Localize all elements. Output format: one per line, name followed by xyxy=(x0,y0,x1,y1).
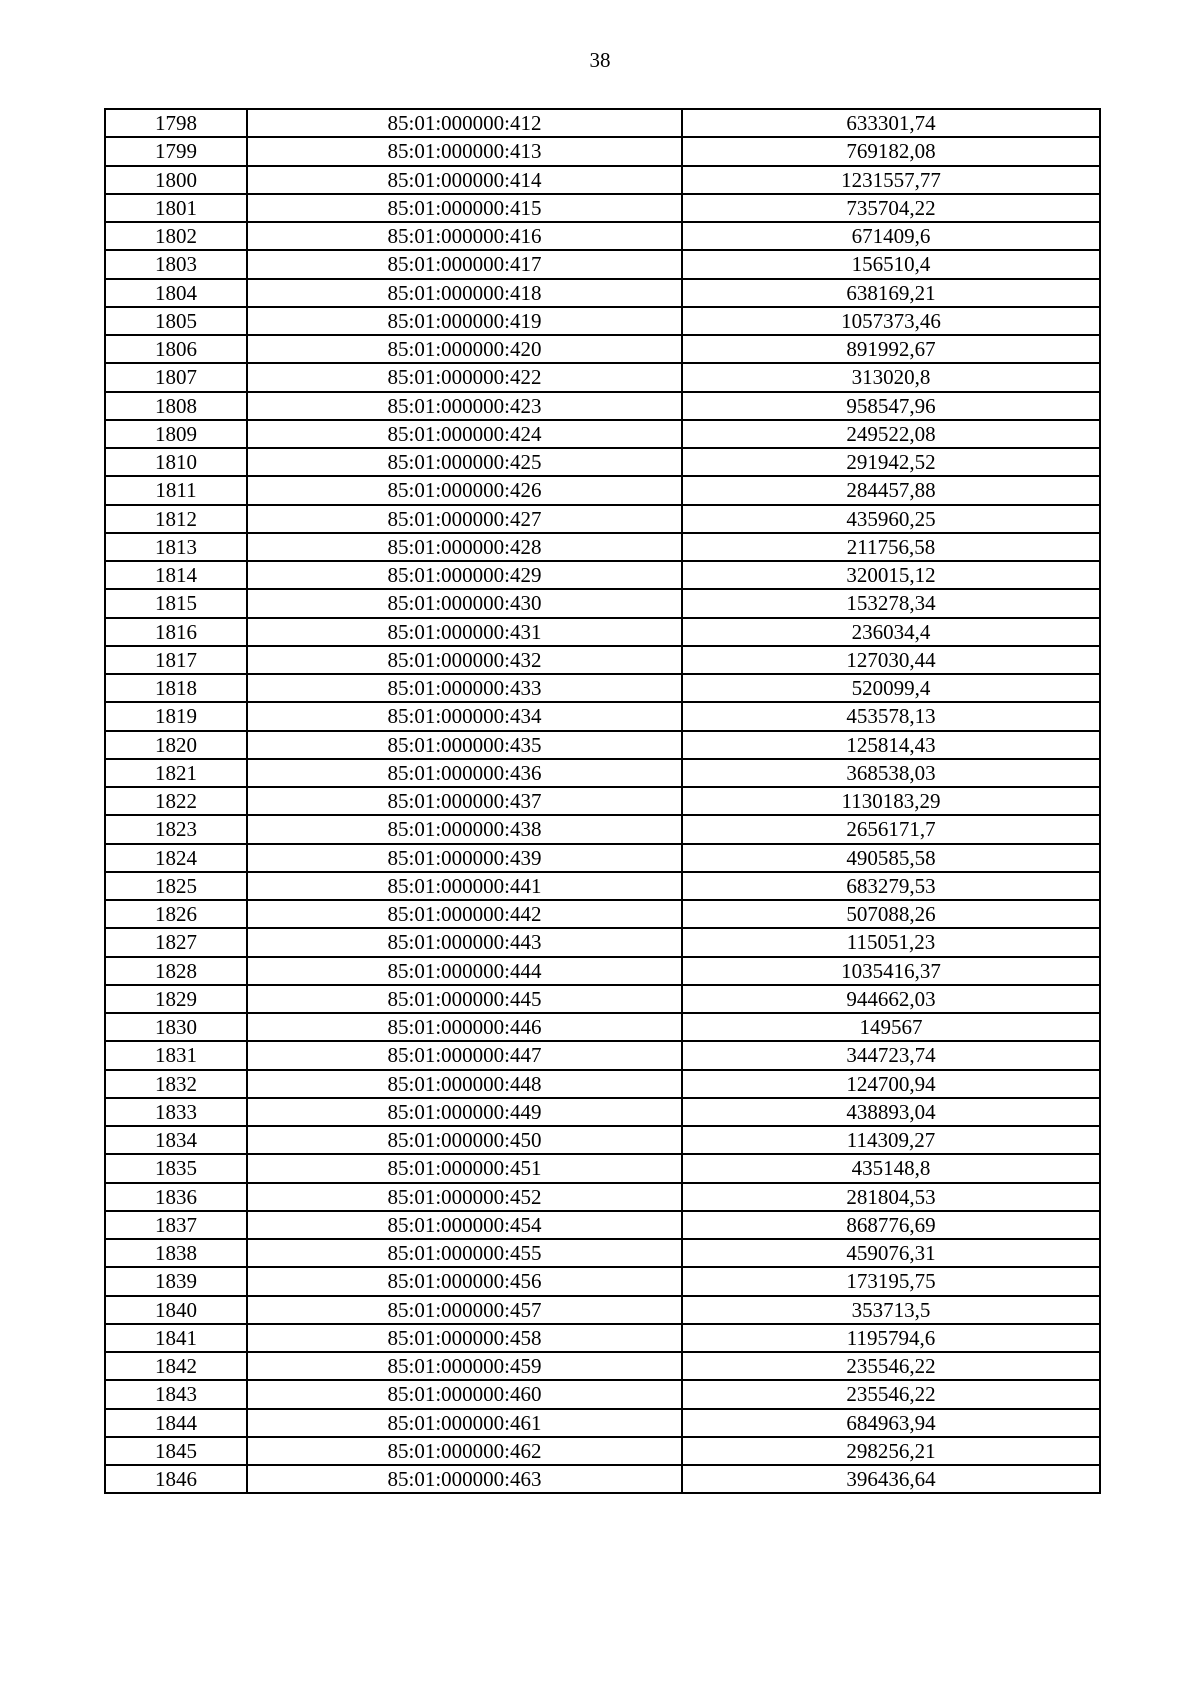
value-cell: 211756,58 xyxy=(682,533,1100,561)
row-number-cell: 1801 xyxy=(105,194,247,222)
cadastral-number-cell: 85:01:000000:458 xyxy=(247,1324,682,1352)
value-cell: 156510,4 xyxy=(682,250,1100,278)
row-number-cell: 1817 xyxy=(105,646,247,674)
cadastral-number-cell: 85:01:000000:459 xyxy=(247,1352,682,1380)
cadastral-number-cell: 85:01:000000:454 xyxy=(247,1211,682,1239)
row-number-cell: 1846 xyxy=(105,1465,247,1493)
table-row xyxy=(105,1380,1100,1408)
row-number-cell: 1806 xyxy=(105,335,247,363)
data-table-container xyxy=(104,108,1099,1494)
row-number-cell: 1807 xyxy=(105,363,247,391)
cadastral-number-cell: 85:01:000000:418 xyxy=(247,279,682,307)
row-number-cell: 1802 xyxy=(105,222,247,250)
cadastral-number-cell: 85:01:000000:425 xyxy=(247,448,682,476)
cadastral-number-cell: 85:01:000000:462 xyxy=(247,1437,682,1465)
value-cell: 453578,13 xyxy=(682,702,1100,730)
cadastral-number-cell: 85:01:000000:423 xyxy=(247,392,682,420)
row-number-cell: 1832 xyxy=(105,1070,247,1098)
value-cell: 235546,22 xyxy=(682,1380,1100,1408)
table-row xyxy=(105,1352,1100,1380)
row-number-cell: 1842 xyxy=(105,1352,247,1380)
cadastral-number-cell: 85:01:000000:426 xyxy=(247,476,682,504)
value-cell: 124700,94 xyxy=(682,1070,1100,1098)
value-cell: 683279,53 xyxy=(682,872,1100,900)
cadastral-number-cell: 85:01:000000:449 xyxy=(247,1098,682,1126)
table-row xyxy=(105,109,1100,137)
cadastral-number-cell: 85:01:000000:463 xyxy=(247,1465,682,1493)
row-number-cell: 1809 xyxy=(105,420,247,448)
table-row xyxy=(105,702,1100,730)
row-number-cell: 1812 xyxy=(105,505,247,533)
table-row xyxy=(105,1183,1100,1211)
row-number-cell: 1798 xyxy=(105,109,247,137)
cadastral-number-cell: 85:01:000000:441 xyxy=(247,872,682,900)
cadastral-number-cell: 85:01:000000:456 xyxy=(247,1267,682,1295)
row-number-cell: 1816 xyxy=(105,618,247,646)
table-row xyxy=(105,787,1100,815)
table-row xyxy=(105,1154,1100,1182)
table-row xyxy=(105,1013,1100,1041)
row-number-cell: 1811 xyxy=(105,476,247,504)
value-cell: 353713,5 xyxy=(682,1296,1100,1324)
cadastral-number-cell: 85:01:000000:430 xyxy=(247,589,682,617)
table-row xyxy=(105,618,1100,646)
row-number-cell: 1803 xyxy=(105,250,247,278)
row-number-cell: 1828 xyxy=(105,957,247,985)
cadastral-number-cell: 85:01:000000:435 xyxy=(247,731,682,759)
cadastral-number-cell: 85:01:000000:457 xyxy=(247,1296,682,1324)
value-cell: 868776,69 xyxy=(682,1211,1100,1239)
value-cell: 127030,44 xyxy=(682,646,1100,674)
row-number-cell: 1813 xyxy=(105,533,247,561)
table-body xyxy=(105,109,1100,1493)
table-row xyxy=(105,166,1100,194)
cadastral-number-cell: 85:01:000000:429 xyxy=(247,561,682,589)
table-row xyxy=(105,1465,1100,1493)
value-cell: 284457,88 xyxy=(682,476,1100,504)
cadastral-number-cell: 85:01:000000:438 xyxy=(247,815,682,843)
value-cell: 236034,4 xyxy=(682,618,1100,646)
table-row xyxy=(105,561,1100,589)
row-number-cell: 1830 xyxy=(105,1013,247,1041)
cadastral-number-cell: 85:01:000000:443 xyxy=(247,928,682,956)
value-cell: 2656171,7 xyxy=(682,815,1100,843)
table-row xyxy=(105,392,1100,420)
value-cell: 320015,12 xyxy=(682,561,1100,589)
cadastral-number-cell: 85:01:000000:412 xyxy=(247,109,682,137)
row-number-cell: 1823 xyxy=(105,815,247,843)
table-row xyxy=(105,872,1100,900)
row-number-cell: 1810 xyxy=(105,448,247,476)
value-cell: 958547,96 xyxy=(682,392,1100,420)
value-cell: 735704,22 xyxy=(682,194,1100,222)
value-cell: 249522,08 xyxy=(682,420,1100,448)
value-cell: 149567 xyxy=(682,1013,1100,1041)
row-number-cell: 1843 xyxy=(105,1380,247,1408)
table-row xyxy=(105,1070,1100,1098)
value-cell: 1195794,6 xyxy=(682,1324,1100,1352)
row-number-cell: 1821 xyxy=(105,759,247,787)
cadastral-number-cell: 85:01:000000:428 xyxy=(247,533,682,561)
table-row xyxy=(105,731,1100,759)
table-row xyxy=(105,335,1100,363)
table-row xyxy=(105,1239,1100,1267)
cadastral-number-cell: 85:01:000000:444 xyxy=(247,957,682,985)
value-cell: 459076,31 xyxy=(682,1239,1100,1267)
value-cell: 438893,04 xyxy=(682,1098,1100,1126)
value-cell: 944662,03 xyxy=(682,985,1100,1013)
table-row xyxy=(105,589,1100,617)
cadastral-number-cell: 85:01:000000:434 xyxy=(247,702,682,730)
value-cell: 435960,25 xyxy=(682,505,1100,533)
data-table xyxy=(104,108,1101,1494)
table-row xyxy=(105,363,1100,391)
row-number-cell: 1845 xyxy=(105,1437,247,1465)
cadastral-number-cell: 85:01:000000:424 xyxy=(247,420,682,448)
cadastral-number-cell: 85:01:000000:422 xyxy=(247,363,682,391)
value-cell: 684963,94 xyxy=(682,1409,1100,1437)
table-row xyxy=(105,505,1100,533)
table-row xyxy=(105,674,1100,702)
table-row xyxy=(105,250,1100,278)
row-number-cell: 1834 xyxy=(105,1126,247,1154)
value-cell: 1231557,77 xyxy=(682,166,1100,194)
row-number-cell: 1818 xyxy=(105,674,247,702)
cadastral-number-cell: 85:01:000000:460 xyxy=(247,1380,682,1408)
row-number-cell: 1824 xyxy=(105,844,247,872)
row-number-cell: 1800 xyxy=(105,166,247,194)
value-cell: 153278,34 xyxy=(682,589,1100,617)
value-cell: 115051,23 xyxy=(682,928,1100,956)
cadastral-number-cell: 85:01:000000:415 xyxy=(247,194,682,222)
table-row xyxy=(105,900,1100,928)
value-cell: 368538,03 xyxy=(682,759,1100,787)
table-row xyxy=(105,448,1100,476)
cadastral-number-cell: 85:01:000000:448 xyxy=(247,1070,682,1098)
value-cell: 344723,74 xyxy=(682,1041,1100,1069)
table-row xyxy=(105,1126,1100,1154)
value-cell: 281804,53 xyxy=(682,1183,1100,1211)
cadastral-number-cell: 85:01:000000:450 xyxy=(247,1126,682,1154)
cadastral-number-cell: 85:01:000000:431 xyxy=(247,618,682,646)
cadastral-number-cell: 85:01:000000:436 xyxy=(247,759,682,787)
value-cell: 125814,43 xyxy=(682,731,1100,759)
cadastral-number-cell: 85:01:000000:461 xyxy=(247,1409,682,1437)
row-number-cell: 1815 xyxy=(105,589,247,617)
row-number-cell: 1838 xyxy=(105,1239,247,1267)
value-cell: 520099,4 xyxy=(682,674,1100,702)
row-number-cell: 1841 xyxy=(105,1324,247,1352)
value-cell: 633301,74 xyxy=(682,109,1100,137)
row-number-cell: 1831 xyxy=(105,1041,247,1069)
table-row xyxy=(105,222,1100,250)
table-row xyxy=(105,1324,1100,1352)
table-row xyxy=(105,844,1100,872)
table-row xyxy=(105,1098,1100,1126)
row-number-cell: 1826 xyxy=(105,900,247,928)
row-number-cell: 1836 xyxy=(105,1183,247,1211)
cadastral-number-cell: 85:01:000000:416 xyxy=(247,222,682,250)
table-row xyxy=(105,1267,1100,1295)
cadastral-number-cell: 85:01:000000:439 xyxy=(247,844,682,872)
row-number-cell: 1822 xyxy=(105,787,247,815)
table-row xyxy=(105,646,1100,674)
cadastral-number-cell: 85:01:000000:445 xyxy=(247,985,682,1013)
table-row xyxy=(105,307,1100,335)
row-number-cell: 1829 xyxy=(105,985,247,1013)
table-row xyxy=(105,1409,1100,1437)
cadastral-number-cell: 85:01:000000:432 xyxy=(247,646,682,674)
cadastral-number-cell: 85:01:000000:413 xyxy=(247,137,682,165)
cadastral-number-cell: 85:01:000000:442 xyxy=(247,900,682,928)
row-number-cell: 1839 xyxy=(105,1267,247,1295)
cadastral-number-cell: 85:01:000000:451 xyxy=(247,1154,682,1182)
table-row xyxy=(105,1296,1100,1324)
cadastral-number-cell: 85:01:000000:419 xyxy=(247,307,682,335)
row-number-cell: 1799 xyxy=(105,137,247,165)
table-row xyxy=(105,1211,1100,1239)
table-row xyxy=(105,985,1100,1013)
row-number-cell: 1827 xyxy=(105,928,247,956)
cadastral-number-cell: 85:01:000000:452 xyxy=(247,1183,682,1211)
value-cell: 1130183,29 xyxy=(682,787,1100,815)
row-number-cell: 1840 xyxy=(105,1296,247,1324)
value-cell: 891992,67 xyxy=(682,335,1100,363)
cadastral-number-cell: 85:01:000000:427 xyxy=(247,505,682,533)
cadastral-number-cell: 85:01:000000:437 xyxy=(247,787,682,815)
value-cell: 1035416,37 xyxy=(682,957,1100,985)
value-cell: 507088,26 xyxy=(682,900,1100,928)
table-row xyxy=(105,759,1100,787)
value-cell: 114309,27 xyxy=(682,1126,1100,1154)
row-number-cell: 1835 xyxy=(105,1154,247,1182)
row-number-cell: 1808 xyxy=(105,392,247,420)
row-number-cell: 1844 xyxy=(105,1409,247,1437)
cadastral-number-cell: 85:01:000000:447 xyxy=(247,1041,682,1069)
page-number: 38 xyxy=(589,48,611,72)
value-cell: 490585,58 xyxy=(682,844,1100,872)
row-number-cell: 1814 xyxy=(105,561,247,589)
row-number-cell: 1837 xyxy=(105,1211,247,1239)
row-number-cell: 1804 xyxy=(105,279,247,307)
cadastral-number-cell: 85:01:000000:417 xyxy=(247,250,682,278)
table-row xyxy=(105,533,1100,561)
cadastral-number-cell: 85:01:000000:455 xyxy=(247,1239,682,1267)
value-cell: 173195,75 xyxy=(682,1267,1100,1295)
table-row xyxy=(105,1041,1100,1069)
row-number-cell: 1805 xyxy=(105,307,247,335)
value-cell: 435148,8 xyxy=(682,1154,1100,1182)
value-cell: 769182,08 xyxy=(682,137,1100,165)
row-number-cell: 1833 xyxy=(105,1098,247,1126)
cadastral-number-cell: 85:01:000000:414 xyxy=(247,166,682,194)
table-row xyxy=(105,928,1100,956)
value-cell: 235546,22 xyxy=(682,1352,1100,1380)
table-row xyxy=(105,815,1100,843)
table-row xyxy=(105,957,1100,985)
table-row xyxy=(105,194,1100,222)
cadastral-number-cell: 85:01:000000:420 xyxy=(247,335,682,363)
value-cell: 313020,8 xyxy=(682,363,1100,391)
table-row xyxy=(105,1437,1100,1465)
table-row xyxy=(105,137,1100,165)
table-row xyxy=(105,279,1100,307)
cadastral-number-cell: 85:01:000000:446 xyxy=(247,1013,682,1041)
value-cell: 291942,52 xyxy=(682,448,1100,476)
value-cell: 298256,21 xyxy=(682,1437,1100,1465)
row-number-cell: 1820 xyxy=(105,731,247,759)
row-number-cell: 1819 xyxy=(105,702,247,730)
value-cell: 671409,6 xyxy=(682,222,1100,250)
table-row xyxy=(105,476,1100,504)
value-cell: 396436,64 xyxy=(682,1465,1100,1493)
value-cell: 638169,21 xyxy=(682,279,1100,307)
cadastral-number-cell: 85:01:000000:433 xyxy=(247,674,682,702)
value-cell: 1057373,46 xyxy=(682,307,1100,335)
row-number-cell: 1825 xyxy=(105,872,247,900)
table-row xyxy=(105,420,1100,448)
